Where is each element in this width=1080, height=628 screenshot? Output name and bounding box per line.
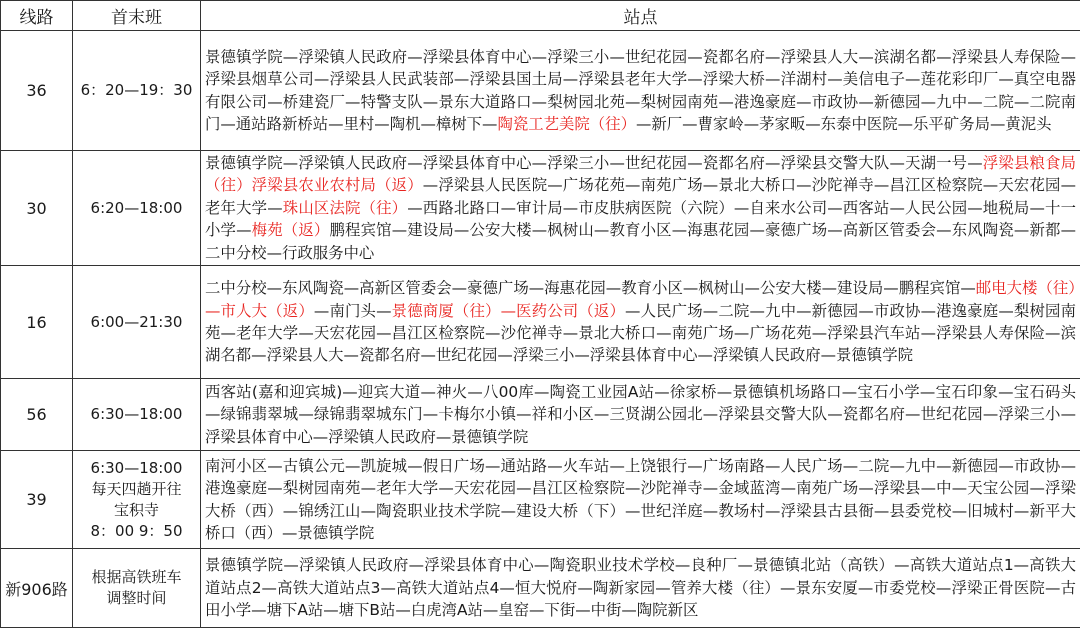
service-hours-line: 6：20—19：30: [80, 81, 193, 99]
highlighted-stop-segment: 邮电大楼（往）—市人大（返）: [205, 279, 1076, 320]
stop-list: [201, 151, 1080, 266]
stop-list: [201, 549, 1080, 628]
service-hours-line: 6:30—18:00: [90, 458, 183, 477]
header-stops: 站点: [201, 1, 1080, 31]
service-hours-line: 根据高铁班车: [91, 568, 182, 587]
service-hours: [73, 549, 201, 628]
stop-list: [201, 451, 1080, 549]
stop-segment: —人民广场—二院—九中—新德园—市政协—港逸豪庭—梨树园南苑—老年大学—天宏花园—昌江区检察院—沙佗禅寺—景北大桥口—南苑广场—广场花苑—浮梁县汽车站—浮梁县人寿保险—滨湖名都—浮梁县人大—瓷都名府—世纪花园—浮梁三小—浮梁县体育中心—浮梁镇人民政府—景德镇学院: [205, 301, 1076, 365]
stop-segment: —新厂—曹家岭—茅家畈—东泰中医院—乐平矿务局—黄泥头: [635, 114, 1052, 133]
service-hours: [73, 379, 201, 451]
table-row: [1, 451, 1080, 549]
route-number: 30: [1, 151, 73, 266]
highlighted-stop-segment: 景德商厦（往）—医药公司（返）: [391, 301, 626, 320]
stop-segment: 鹏程宾馆—建设局—公安大楼—枫树山—教育小区—海惠花园—豪德广场—高新区管委会—东风陶瓷—新都—二中分校—行政服务中心: [205, 221, 1076, 262]
stop-segment: —浮梁县人民医院—广场花苑—南苑广场—景北大桥口—沙陀禅寺—昌江区检察院—天宏花园—老年大学—: [205, 176, 1076, 217]
highlighted-stop-segment: 珠山区法院（往）: [282, 198, 408, 217]
stop-segment: —西路北路口—审计局—市皮肤病医院（六院）—自来水公司—西客站—人民公园—地税局—十一小学—: [205, 198, 1076, 240]
service-hours-line: 调整时间: [106, 589, 167, 608]
table-row: [1, 379, 1080, 451]
service-hours: [73, 266, 201, 379]
highlighted-stop-segment: 浮梁县粮食局（往）浮梁县农业农村局（返）: [205, 154, 1076, 195]
route-number: 39: [1, 451, 73, 549]
stop-segment: 西客站(嘉和迎宾城)—迎宾大道—神火—八00库—陶瓷工业园A站—徐家桥—景德镇机场路口—宝石小学—宝石印象—宝石码头—绿锦翡翠城—绿锦翡翠城东门—卡梅尔小镇—祥和小区—三贤湖公园北—浮梁县交警大队—瓷都名府—世纪花园—浮梁三小—浮梁县体育中心—浮梁镇人民政府—景德镇学院: [205, 382, 1076, 446]
service-hours-line: 6:30—18:00: [90, 405, 183, 424]
table-row: [1, 31, 1080, 151]
stop-segment: 南河小区—古镇公元—凯旋城—假日广场—通站路—火车站—上饶银行—广场南路—人民广场—二院—九中—新德园—市政协—港逸豪庭—梨树园南苑—老年大学—天宏花园—昌江区检察院—沙陀禅寺—金域蓝湾—南苑广场—浮梁县—中—天宝公园—浮梁大桥（西）—锦绣江山—陶瓷职业技术学院—建设大桥（下）—世纪洋庭—教场村—浮梁县古县衙—县委党校—旧城村—新平大桥口（西）—景德镇学院: [205, 456, 1076, 542]
stop-list: [201, 266, 1080, 379]
route-number: 56: [1, 379, 73, 451]
stop-segment: —南门头—: [313, 301, 392, 320]
stop-segment: 景德镇学院—浮梁镇人民政府—浮梁县体育中心—陶瓷职业技术学校—良种厂—景德镇北站（高铁）—高铁大道站点1—高铁大道站点2—高铁大道站点3—高铁大道站点4—恒大悦府—陶新家园—管养大楼（往）—景东安厦—市委党校—浮梁正骨医院—古田小学—塘下A站—塘下B站—白虎湾A站—皇窑—下街—中街—陶院新区: [205, 556, 1076, 620]
service-hours-line: 8：00 9：50: [90, 521, 183, 540]
route-number: 新906路: [1, 549, 73, 628]
route-number: 36: [1, 31, 73, 151]
stop-segment: 二中分校—东风陶瓷—高新区管委会—豪德广场—海惠花园—教育小区—枫树山—公安大楼—建设局—鹏程宾馆—: [205, 279, 976, 298]
header-time: 首末班: [73, 1, 201, 31]
highlighted-stop-segment: 陶瓷工艺美院（往）: [497, 114, 636, 133]
route-number: 16: [1, 266, 73, 379]
highlighted-stop-segment: 梅苑（返）: [251, 221, 330, 240]
table-header-row: [1, 1, 1080, 31]
table-row: [1, 266, 1080, 379]
stop-list: [201, 379, 1080, 451]
service-hours: [73, 151, 201, 266]
table-row: [1, 151, 1080, 266]
table-row: [1, 549, 1080, 628]
header-route: 线路: [1, 1, 73, 31]
service-hours-line: 6:20—18:00: [90, 198, 183, 217]
service-hours: [73, 451, 201, 549]
service-hours-line: 宝积寺: [113, 500, 159, 519]
stop-segment: 景德镇学院—浮梁镇人民政府—浮梁县体育中心—浮梁三小—世纪花园—瓷都名府—浮梁县交警大队—天湖一号—: [205, 154, 983, 172]
service-hours-line: 6:00—21:30: [90, 312, 183, 331]
stop-segment: 景德镇学院—浮梁镇人民政府—浮梁县体育中心—浮梁三小—世纪花园—瓷都名府—浮梁县人大—滨湖名都—浮梁县人寿保险—浮梁县烟草公司—浮梁县人民武装部—浮梁县国土局—浮梁县老年大学—浮梁大桥—洋湖村—美信电子—莲花彩印厂—真空电器有限公司—桥建瓷厂—特警支队—景东大道路口—梨树园北苑—梨树园南苑—港逸豪庭—市政协—新德园—九中—二院—二院南门—通站路新桥站—里村—陶机—樟树下—: [205, 47, 1076, 133]
stop-list: [201, 31, 1080, 151]
service-hours: [73, 31, 201, 151]
service-hours-line: 每天四趟开往: [91, 479, 182, 498]
